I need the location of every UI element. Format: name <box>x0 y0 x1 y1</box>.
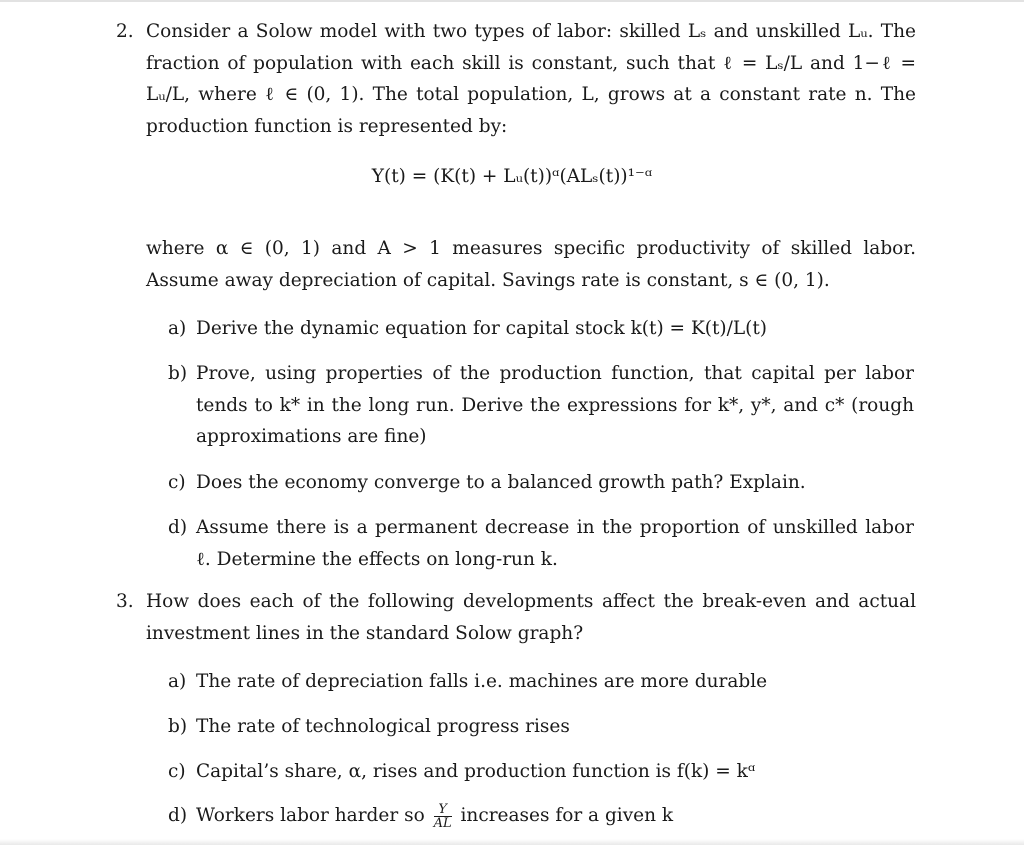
part-label: b) <box>168 363 188 384</box>
question-number: 2. <box>116 21 134 42</box>
question-number: 3. <box>116 591 134 612</box>
part-label: d) <box>168 517 188 538</box>
question-3-intro: How does each of the following developments affect the break-even and actual investment lines in the standard Solow graph? <box>146 591 916 644</box>
part-text: Assume there is a permanent decrease in the proportion of unskilled labor ℓ. Determine the effects on long-run k. <box>196 517 914 570</box>
part-label: c) <box>168 472 186 493</box>
q3-part-a <box>168 666 914 698</box>
q2-part-a <box>168 313 914 345</box>
part-label: a) <box>168 318 187 339</box>
part-text-after: increases for a given k <box>460 805 674 826</box>
q3-part-b <box>168 711 914 743</box>
fraction-y-over-al <box>434 803 452 830</box>
question-2-intro: Consider a Solow model with two types of labor: skilled Lₛ and unskilled Lᵤ. The fraction of population with each skill is constant, such that ℓ = Lₛ/L and 1−ℓ = Lᵤ/L, where ℓ ∈ (0, 1). The total population, L, grows at a constant rate n. The production function is represented by: <box>146 21 916 137</box>
part-text: Prove, using properties of the production function, that capital per labor tends to k* in the long run. Derive the expressions for k*, y*, and c* (rough approximations are fine) <box>196 363 914 447</box>
q2-part-d <box>168 512 914 575</box>
production-function-equation: Y(t) = (K(t) + Lᵤ(t))ᵅ(ALₛ(t))¹⁻ᵅ <box>371 166 653 187</box>
part-text: Capital’s share, α, rises and production function is f(k) = kᵅ <box>196 761 756 782</box>
part-label: a) <box>168 671 187 692</box>
q3-part-c <box>168 756 914 788</box>
assumptions-text: where α ∈ (0, 1) and A > 1 measures specific productivity of skilled labor. Assume away depreciation of capital. Savings rate is constant, s ∈ (0, 1). <box>146 238 916 291</box>
part-text: The rate of depreciation falls i.e. machines are more durable <box>196 671 768 692</box>
question-2 <box>116 16 916 142</box>
part-text: Derive the dynamic equation for capital stock k(t) = K(t)/L(t) <box>196 318 768 339</box>
part-text-before: Workers labor harder so <box>196 805 425 826</box>
fraction-denominator: AL <box>433 815 452 831</box>
q2-part-b <box>168 358 914 453</box>
q3-part-d <box>168 800 914 832</box>
top-divider <box>0 0 1024 2</box>
part-text: Does the economy converge to a balanced growth path? Explain. <box>196 472 806 493</box>
part-text: The rate of technological progress rises <box>196 716 570 737</box>
question-2-assumptions <box>116 233 916 296</box>
part-label: c) <box>168 761 186 782</box>
bottom-edge <box>0 839 1024 845</box>
part-label: d) <box>168 805 188 826</box>
part-label: b) <box>168 716 188 737</box>
fraction-numerator: Y <box>434 803 452 817</box>
question-3 <box>116 586 916 649</box>
part-text <box>196 800 914 832</box>
q2-part-c <box>168 467 914 499</box>
